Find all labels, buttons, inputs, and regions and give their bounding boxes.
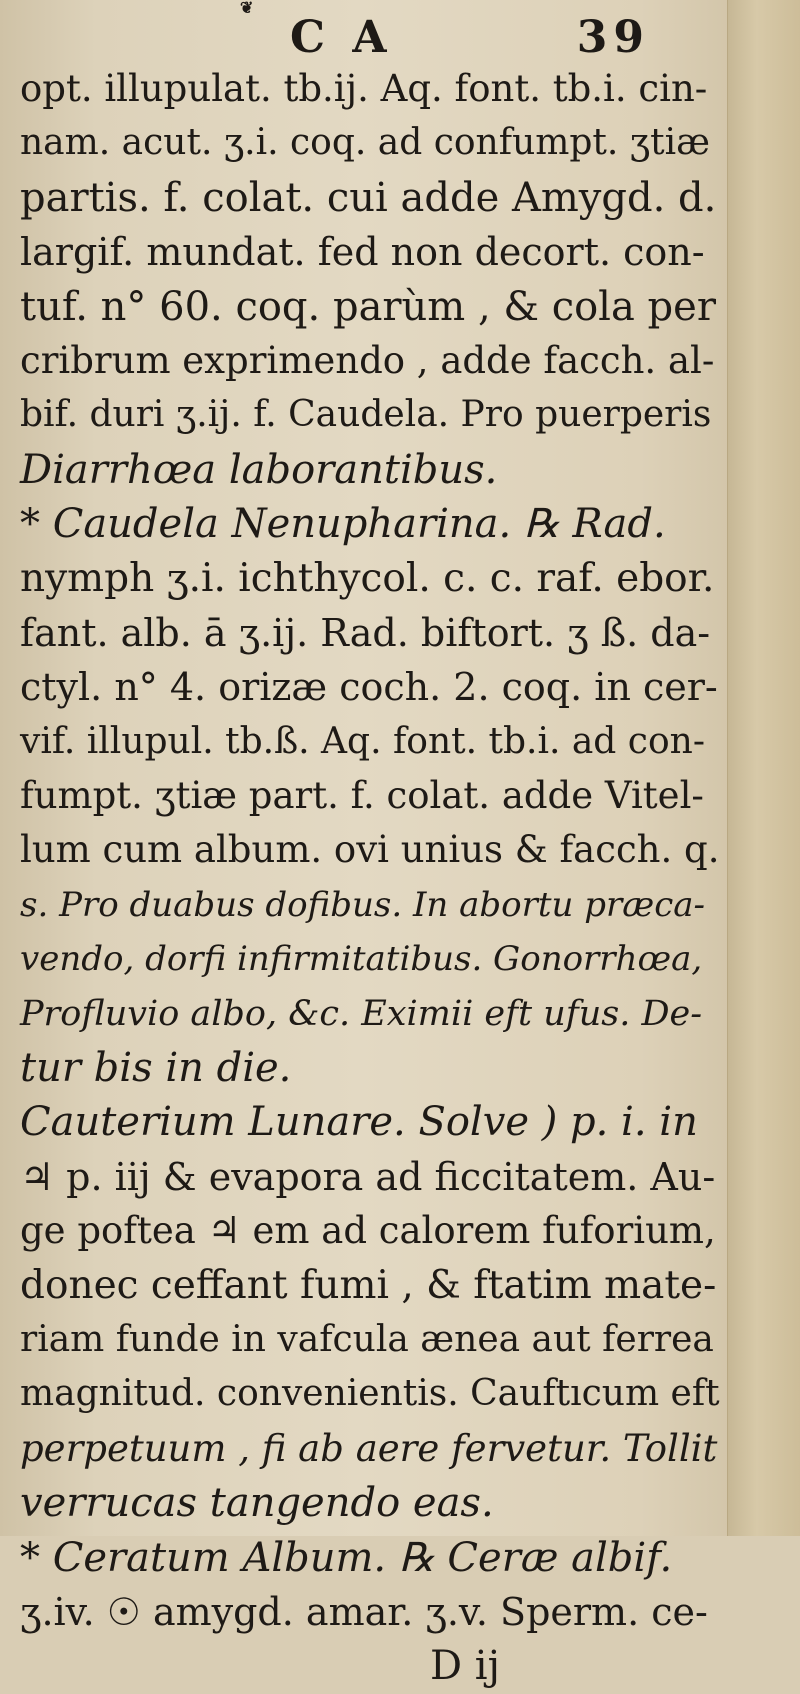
text-line: * Ceratum Album. ℞ Ceræ albif. bbox=[20, 1534, 673, 1581]
text-line: fant. alb. ā ʒ.ij. Rad. biftort. ʒ ß. da- bbox=[20, 610, 711, 655]
text-line: ♃ p. iij & evapora ad ficcitatem. Au- bbox=[20, 1154, 716, 1199]
text-line: Cauterium Lunare. Solve ) p. i. in bbox=[20, 1099, 698, 1146]
text-line: D ij bbox=[430, 1643, 500, 1690]
text-line: * Caudela Nenupharina. ℞ Rad. bbox=[20, 501, 666, 548]
text-line: verrucas tangendo eas. bbox=[20, 1480, 494, 1527]
text-line: perpetuum , fi ab aere fervetur. Tollit bbox=[20, 1426, 718, 1470]
text-line: vendo, dorfi infirmitatibus. Gonorrhœa, bbox=[20, 939, 703, 980]
text-line: opt. illupulat. tb.ij. Aq. font. tb.i. cin- bbox=[20, 67, 708, 110]
text-line: donec ceffant fumi , & ftatim mate- bbox=[20, 1262, 717, 1308]
text-line: partis. f. colat. cui adde Amygd. d. bbox=[20, 174, 717, 221]
text-line: nam. acut. ʒ.i. coq. ad confumpt. ʒtiæ bbox=[20, 122, 710, 164]
text-line: largif. mundat. fed non decort. con- bbox=[20, 230, 705, 275]
text-line: riam funde in vafcula ænea aut ferrea bbox=[20, 1318, 714, 1360]
page-header bbox=[230, 0, 650, 66]
text-line: vif. illupul. tb.ß. Aq. font. tb.i. ad con- bbox=[20, 720, 705, 762]
text-line: ge poftea ♃ em ad calorem fuforium, bbox=[20, 1209, 716, 1253]
text-line: ʒ.iv. ☉ amygd. amar. ʒ.v. Sperm. ce- bbox=[20, 1589, 708, 1634]
text-line: Profluvio albo, &c. Eximii eft ufus. De- bbox=[20, 993, 703, 1034]
text-line: tuf. n° 60. coq. parùm , & cola per bbox=[20, 283, 716, 330]
text-line: cribrum exprimendo , adde facch. al- bbox=[20, 338, 715, 382]
text-line: tur bis in die. bbox=[20, 1045, 292, 1092]
text-line: ctyl. n° 4. orizæ coch. 2. coq. in cer- bbox=[20, 665, 718, 710]
text-line: lum cum album. ovi unius & facch. q. bbox=[20, 828, 720, 872]
page-number: 39 bbox=[576, 12, 650, 63]
ornament-icon: ❦ bbox=[240, 0, 260, 17]
page-edge bbox=[727, 0, 800, 1536]
text-line: bif. duri ʒ.ij. f. Caudela. Pro puerperis bbox=[20, 394, 712, 436]
running-head: C A bbox=[290, 12, 393, 63]
text-line: magnitud. convenientis. Cauftıcum eft bbox=[20, 1373, 720, 1415]
text-line: Diarrhœa laborantibus. bbox=[20, 446, 498, 493]
text-line: fumpt. ʒtiæ part. f. colat. adde Vitel- bbox=[20, 774, 704, 818]
body-text bbox=[20, 62, 720, 1694]
text-line: s. Pro duabus dofibus. In abortu præca- bbox=[20, 884, 705, 925]
text-line: nymph ʒ.i. ichthycol. c. c. raf. ebor. bbox=[20, 555, 715, 601]
